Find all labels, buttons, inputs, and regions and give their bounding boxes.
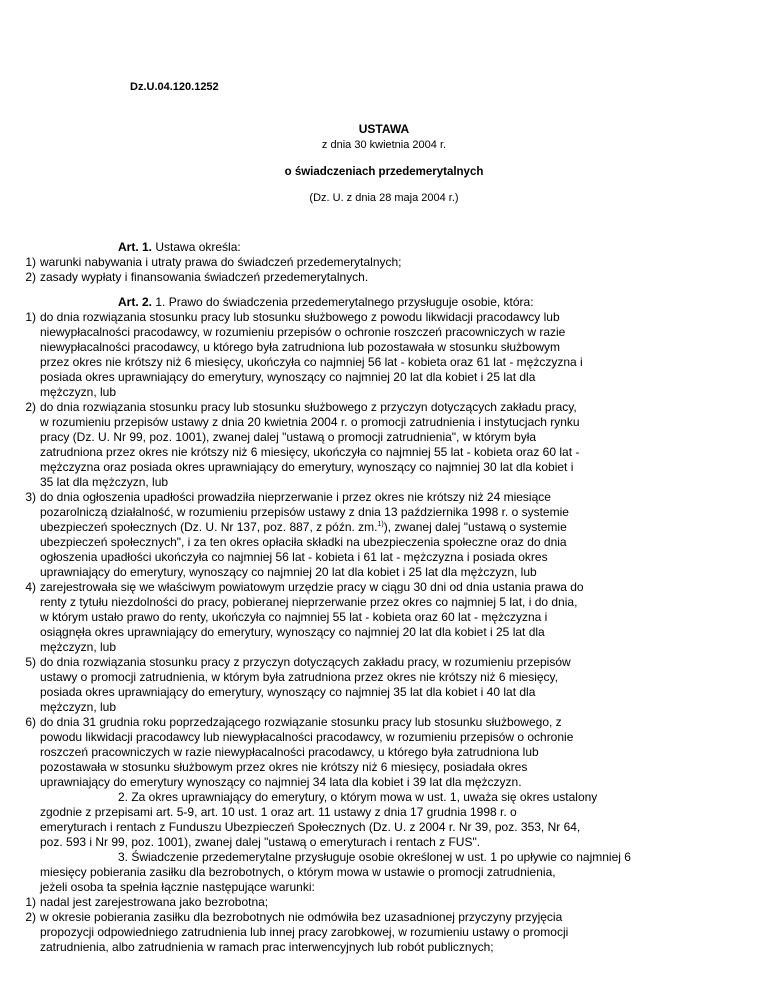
art2-item-4-cont (20, 610, 750, 625)
art2-item-5-cont (20, 700, 750, 715)
para2-line: emeryturach i rentach z Funduszu Ubezpieczeń Społecznych (Dz. U. z 2004 r. Nr 39, poz. 353, Nr 64, (40, 820, 581, 834)
article-2-paragraph-2 (20, 790, 750, 850)
cond-item-text: zatrudnienia, albo zatrudnienia w ramach prac interwencyjnych lub robót publicznych; (40, 940, 494, 954)
art2-item-text: mężczyzn, lub (40, 385, 117, 399)
article-1-heading (20, 240, 750, 255)
art2-item-text: osiągnęła okres uprawniający do emerytury, wynoszący co najmniej 20 lat dla kobiet i 25 lat dla (40, 625, 545, 639)
art2-item-2-cont (20, 445, 750, 460)
act-body (20, 240, 750, 955)
cond-item-2 (20, 910, 750, 925)
art2-item-2 (20, 400, 750, 415)
para3-line: 3. Świadczenie przedemerytalne przysługuje osobie określonej w ust. 1 po upływie co najmniej 6 (118, 850, 631, 864)
article-1-intro: Ustawa określa: (152, 240, 241, 254)
art2-item-5-cont (20, 685, 750, 700)
art2-item-text: w rozumieniu przepisów ustawy z dnia 20 kwietnia 2004 r. o promocji zatrudnienia i instytucjach rynku (40, 415, 580, 429)
art2-item-text: w którym ustało prawo do renty, ukończyła co najmniej 55 lat - kobieta oraz 60 lat - mężczyzna i (40, 610, 548, 624)
art2-item-1-cont (20, 325, 750, 340)
art2-item-text: ubezpieczeń społecznych (Dz. U. Nr 137, poz. 887, z późn. zm.$^{1)}$), zwanej dalej "ustawą o systemie (40, 520, 567, 534)
art2-item-2-cont (20, 475, 750, 490)
para3-line: jeżeli osoba ta spełnia łącznie następujące warunki: (40, 880, 315, 894)
cond-item-2-cont (20, 940, 750, 955)
art2-item-2-cont (20, 415, 750, 430)
art2-item-6 (20, 715, 750, 730)
art2-item-4-cont (20, 640, 750, 655)
article-2-heading (20, 295, 750, 310)
art2-item-number: 2) (25, 400, 36, 414)
art2-item-text: mężczyzn, lub (40, 700, 117, 714)
art2-item-4 (20, 580, 750, 595)
art2-item-6-cont (20, 745, 750, 760)
art2-item-5-cont (20, 670, 750, 685)
art2-item-number: 3) (25, 490, 36, 504)
art2-item-4-cont (20, 595, 750, 610)
art2-item-text: przez okres nie krótszy niż 6 miesięcy, ukończyła co najmniej 56 lat - kobieta oraz 61 lat - mężczyzna i (40, 355, 583, 369)
art2-item-1-cont (20, 340, 750, 355)
art2-item-text: uprawniający do emerytury wynoszący co najmniej 34 lata dla kobiet i 39 lat dla mężczyzn. (40, 775, 522, 789)
cond-item-text: propozycji odpowiedniego zatrudnienia lub innej pracy zarobkowej, w rozumieniu ustawy o promocji (40, 925, 569, 939)
cond-item-1 (20, 895, 750, 910)
art2-item-text: zatrudniona przez okres nie krótszy niż 6 miesięcy, ukończyła co najmniej 55 lat - kobieta oraz 60 lat - (40, 445, 580, 459)
art2-item-text: zarejestrowała się we właściwym powiatowym urzędzie pracy w ciągu 30 dni od dnia ustania prawa do (40, 580, 584, 594)
art2-item-number: 5) (25, 655, 36, 669)
art2-item-1-cont (20, 385, 750, 400)
article-2-intro: 1. Prawo do świadczenia przedemerytalnego przysługuje osobie, która: (152, 295, 534, 309)
art2-item-3-cont (20, 550, 750, 565)
art2-item-text: niewypłacalności pracodawcy, u którego była zatrudniona lub pozostawała w stosunku służbowym (40, 340, 561, 354)
art2-item-text: ogłoszenia upadłości ukończyła co najmniej 56 lat - kobieta i 61 lat - mężczyzna i posiada okres (40, 550, 548, 564)
art2-item-text: do dnia rozwiązania stosunku pracy lub stosunku służbowego z powodu likwidacji pracodawcy lub (40, 310, 560, 324)
para2-line: 2. Za okres uprawniający do emerytury, o którym mowa w ust. 1, uważa się okres ustalony (118, 790, 598, 804)
art2-item-text: renty z tytułu niezdolności do pracy, pobieranej nieprzerwanie przez okres co najmniej 5 lat, i do dnia, (40, 595, 578, 609)
act-subject: o świadczeniach przedemerytalnych (284, 166, 484, 178)
art1-item-number: 2) (25, 270, 36, 284)
art2-item-5 (20, 655, 750, 670)
art2-item-text: do dnia ogłoszenia upadłości prowadziła nieprzerwanie i przez okres nie krótszy niż 24 miesiące (40, 490, 551, 504)
article-1-list (20, 255, 750, 285)
art2-item-3-cont (20, 565, 750, 580)
act-title: USTAWA (358, 122, 410, 136)
art2-item-3-cont (20, 535, 750, 550)
article-2-label: Art. 2. (118, 295, 153, 309)
cond-item-text: nadal jest zarejestrowana jako bezrobotna; (40, 895, 269, 909)
art2-item-text: uprawniający do emerytury, wynoszący co najmniej 20 lat dla kobiet i 25 lat dla mężczyzn, lub (40, 565, 537, 579)
art2-item-text: mężczyzn, lub (40, 640, 117, 654)
art1-item-text: zasady wypłaty i finansowania świadczeń przedemerytalnych. (40, 270, 369, 284)
art2-item-text: ustawy o promocji zatrudnienia, w którym była zatrudniona przez okres nie krótszy niż 6 miesięcy, (40, 670, 558, 684)
art2-item-2-cont (20, 430, 750, 445)
art2-item-2-cont (20, 460, 750, 475)
art2-item-text: mężczyzna oraz posiada okres uprawniający do emerytury, wynoszący co najmniej 30 lat dla kobiet i (40, 460, 574, 474)
art2-item-1-cont (20, 370, 750, 385)
art1-item-text: warunki nabywania i utraty prawa do świadczeń przedemerytalnych; (40, 255, 402, 269)
para3-line: miesięcy pobierania zasiłku dla bezrobotnych, o którym mowa w ustawie o promocji zatrudnienia, (40, 865, 556, 879)
art2-item-text: niewypłacalności pracodawcy, w rozumieniu przepisów o ochronie roszczeń pracowniczych w razie (40, 325, 566, 339)
art1-item-1 (20, 255, 750, 270)
art2-item-text: pozarolniczą działalność, w rozumieniu przepisów ustawy z dnia 13 października 1998 r. o systemie (40, 505, 569, 519)
art2-item-3 (20, 490, 750, 505)
art2-item-1 (20, 310, 750, 325)
art2-item-number: 6) (25, 715, 36, 729)
cond-item-2-cont (20, 925, 750, 940)
publication-info: (Dz. U. z dnia 28 maja 2004 r.) (309, 192, 459, 204)
art2-item-text: posiada okres uprawniający do emerytury, wynoszący co najmniej 20 lat dla kobiet i 25 lat dla (40, 370, 536, 384)
art2-item-1-cont (20, 355, 750, 370)
art2-item-text: 35 lat dla mężczyzn, lub (40, 475, 169, 489)
art2-item-6-cont (20, 775, 750, 790)
art2-item-text: pozostawała w stosunku służbowym przez okres nie krótszy niż 6 miesięcy, posiadała okres (40, 760, 528, 774)
art2-item-text: powodu likwidacji pracodawcy lub niewypłacalności pracodawcy, w rozumieniu przepisów o ochronie (40, 730, 574, 744)
art2-item-6-cont (20, 730, 750, 745)
article-1-label: Art. 1. (118, 240, 153, 254)
art1-item-2 (20, 270, 750, 285)
article-2-paragraph-3 (20, 850, 750, 895)
art2-item-3-cont (20, 520, 750, 535)
article-2-list (20, 310, 750, 790)
art2-item-6-cont (20, 760, 750, 775)
cond-item-number: 2) (25, 910, 36, 924)
article-2-conditions-list (20, 895, 750, 955)
art2-item-text: do dnia 31 grudnia roku poprzedzającego rozwiązanie stosunku pracy lub stosunku służbowego, z (40, 715, 562, 729)
art2-item-number: 1) (25, 310, 36, 324)
art2-item-text: posiada okres uprawniający do emerytury, wynoszący co najmniej 35 lat dla kobiet i 40 lat dla (40, 685, 536, 699)
art2-item-number: 4) (25, 580, 36, 594)
act-date: z dnia 30 kwietnia 2004 r. (321, 139, 447, 151)
art2-item-text: ubezpieczeń społecznych", i za ten okres opłaciła składki na ubezpieczenia społeczne oraz do dnia (40, 535, 567, 549)
cond-item-number: 1) (25, 895, 36, 909)
art2-item-text: do dnia rozwiązania stosunku pracy z przyczyn dotyczących zakładu pracy, w rozumieniu przepisów (40, 655, 571, 669)
art2-item-4-cont (20, 625, 750, 640)
art2-item-text: do dnia rozwiązania stosunku pracy lub stosunku służbowego z przyczyn dotyczących zakładu pracy, (40, 400, 577, 414)
art2-item-3-cont (20, 505, 750, 520)
art2-item-text: roszczeń pracowniczych w razie niewypłacalności pracodawcy, u którego była zatrudniona lub (40, 745, 539, 759)
para2-line: poz. 593 i Nr 99, poz. 1001), zwanej dalej "ustawą o emeryturach i rentach z FUS". (40, 835, 481, 849)
cond-item-text: w okresie pobierania zasiłku dla bezrobotnych nie odmówiła bez uzasadnionej przyczyny przyjęcia (40, 910, 563, 924)
document-reference: Dz.U.04.120.1252 (130, 81, 219, 93)
para2-line: zgodnie z przepisami art. 5-9, art. 10 ust. 1 oraz art. 11 ustawy z dnia 17 grudnia 1998 r. o (40, 805, 517, 819)
art1-item-number: 1) (25, 255, 36, 269)
art2-item-text: pracy (Dz. U. Nr 99, poz. 1001), zwanej dalej "ustawą o promocji zatrudnienia", w którym była (40, 430, 537, 444)
